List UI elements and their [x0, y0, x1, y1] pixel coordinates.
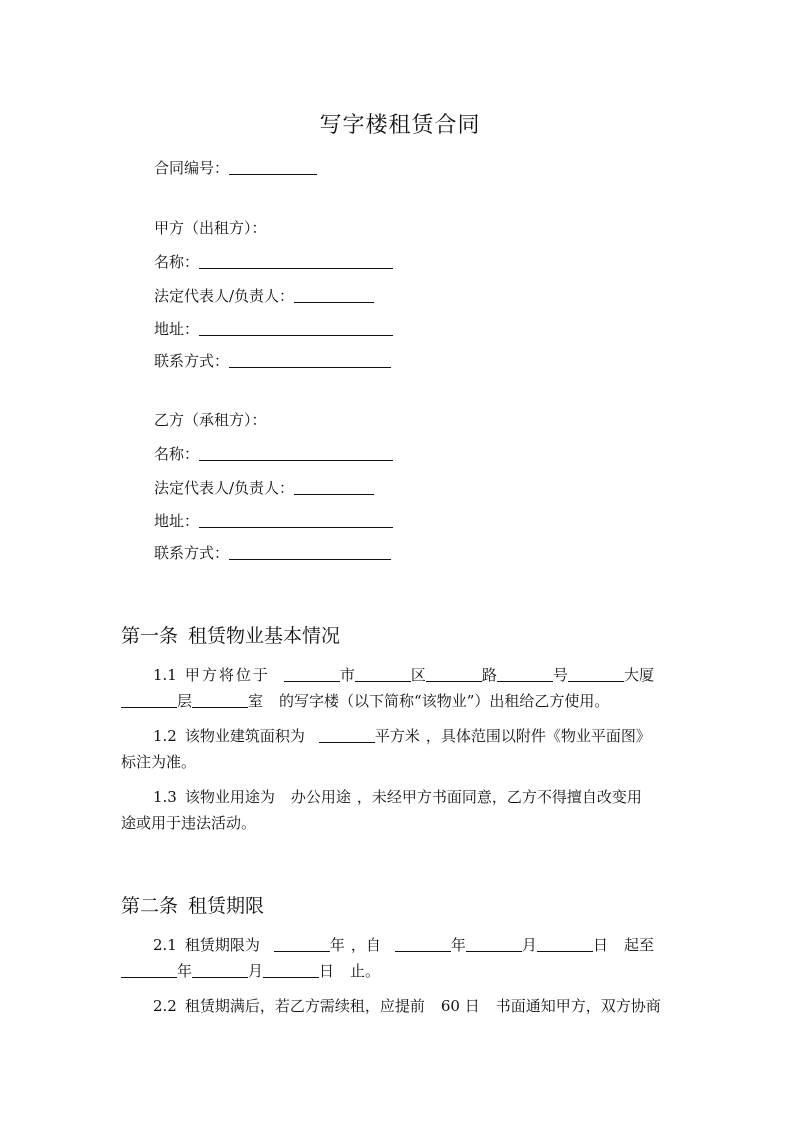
number-label: 号: [552, 666, 568, 684]
party-b-name-blank[interactable]: [199, 445, 393, 461]
clause-2-2-line-1: [121, 995, 680, 1016]
clause-1-2-number: 1.2: [153, 727, 177, 745]
clause-2-2-number: 2.2: [153, 997, 177, 1015]
end-month-label: 月: [248, 962, 264, 980]
notice-days: 60 日: [440, 997, 480, 1015]
party-a-address-label: 地址：: [154, 320, 200, 338]
city-blank[interactable]: [284, 666, 340, 682]
clause-2-1-line-1: [121, 934, 680, 955]
clause-2-1-text-1: 租赁期限为: [184, 936, 260, 954]
party-b-heading: 乙方（承租方）：: [154, 411, 267, 429]
clause-1-1-text-2: 的写字楼（以下简称“该物业”）出租给乙方使用。: [279, 692, 610, 710]
party-b-contact-blank[interactable]: [229, 544, 391, 560]
article-1-heading: [121, 621, 340, 648]
party-a-contact-line: [154, 350, 391, 371]
party-a-rep-blank[interactable]: [294, 287, 374, 303]
start-month-label: 月: [521, 936, 537, 954]
party-b-rep-line: [154, 477, 374, 498]
clause-1-1-line-2: [121, 690, 680, 711]
end-day-blank[interactable]: [263, 962, 319, 978]
road-label: 路: [481, 666, 497, 684]
party-b-rep-label: 法定代表人/负责人：: [154, 479, 295, 497]
area-blank[interactable]: [319, 727, 375, 743]
party-a-heading: 甲方（出租方）：: [154, 219, 267, 237]
clause-2-2-text-2: 书面通知甲方，双方协商: [495, 997, 661, 1015]
to-label: 起至: [623, 936, 654, 954]
district-blank[interactable]: [355, 666, 411, 682]
clause-1-3-line-1: [121, 786, 680, 807]
party-b-contact-label: 联系方式：: [154, 544, 230, 562]
party-b-name-line: [154, 443, 393, 464]
party-b-name-label: 名称：: [154, 445, 200, 463]
road-blank[interactable]: [426, 666, 482, 682]
party-b-contact-line: [154, 542, 391, 563]
clause-2-1-line-2: [121, 960, 680, 981]
document-title: 写字楼租赁合同: [319, 113, 481, 138]
term-years-label: 年: [329, 936, 345, 954]
room-blank[interactable]: [192, 692, 248, 708]
start-day-blank[interactable]: [537, 936, 593, 952]
start-day-label: 日: [592, 936, 608, 954]
floor-blank[interactable]: [121, 692, 177, 708]
clause-1-3-line-2: 途或用于违法活动。: [121, 814, 257, 832]
party-a-rep-label: 法定代表人/负责人：: [154, 287, 295, 305]
party-a-contact-blank[interactable]: [229, 352, 391, 368]
party-a-address-line: [154, 318, 393, 339]
article-2-title: 租赁期限: [188, 895, 265, 917]
contract-number-label: 合同编号：: [154, 159, 230, 177]
clause-2-2-text-1: 租赁期满后，若乙方需续租，应提前: [184, 997, 425, 1015]
floor-label: 层: [177, 692, 193, 710]
district-label: 区: [410, 666, 426, 684]
article-2-heading: [121, 891, 264, 918]
party-a-name-line: [154, 251, 393, 272]
party-a-name-label: 名称：: [154, 253, 200, 271]
end-year-blank[interactable]: [121, 962, 177, 978]
party-b-address-line: [154, 510, 393, 531]
party-b-address-label: 地址：: [154, 512, 200, 530]
end-month-blank[interactable]: [192, 962, 248, 978]
clause-1-3-text-2: ，未经甲方书面同意，乙方不得擅自改变用: [356, 788, 642, 806]
article-2-number: 第二条: [121, 895, 179, 917]
party-a-contact-label: 联系方式：: [154, 352, 230, 370]
area-unit: 平方米: [374, 727, 420, 745]
from-label: ，自: [350, 936, 381, 954]
clause-1-3-text-1: 该物业用途为: [184, 788, 275, 806]
start-month-blank[interactable]: [466, 936, 522, 952]
article-1-title: 租赁物业基本情况: [188, 625, 341, 647]
start-year-label: 年: [450, 936, 466, 954]
party-a-address-blank[interactable]: [199, 320, 393, 336]
article-1-number: 第一条: [121, 625, 179, 647]
building-blank[interactable]: [568, 666, 624, 682]
party-a-name-blank[interactable]: [199, 253, 393, 269]
contract-number-blank[interactable]: [229, 159, 317, 175]
building-label: 大厦: [623, 666, 654, 684]
clause-1-2-line-2: 标注为准。: [121, 753, 197, 771]
end-label: 止。: [350, 962, 381, 980]
end-year-label: 年: [177, 962, 193, 980]
number-blank[interactable]: [497, 666, 553, 682]
end-day-label: 日: [319, 962, 335, 980]
clause-2-1-number: 2.1: [153, 936, 177, 954]
clause-1-2-line-1: [121, 725, 680, 746]
room-label: 室: [248, 692, 264, 710]
clause-1-1-line-1: [121, 664, 680, 685]
party-b-rep-blank[interactable]: [294, 479, 374, 495]
clause-1-2-text-1: 该物业建筑面积为: [184, 727, 305, 745]
clause-1-2-text-2: ，具体范围以附件《物业平面图》: [425, 727, 651, 745]
clause-1-3-number: 1.3: [153, 788, 177, 806]
term-years-blank[interactable]: [274, 936, 330, 952]
party-b-address-blank[interactable]: [199, 512, 393, 528]
use-value: 办公用途: [290, 788, 351, 806]
start-year-blank[interactable]: [395, 936, 451, 952]
party-a-rep-line: [154, 285, 374, 306]
city-label: 市: [339, 666, 355, 684]
clause-1-1-text-1: 甲方将位于: [184, 666, 270, 684]
contract-number-line: [154, 157, 317, 178]
clause-1-1-number: 1.1: [153, 666, 177, 684]
